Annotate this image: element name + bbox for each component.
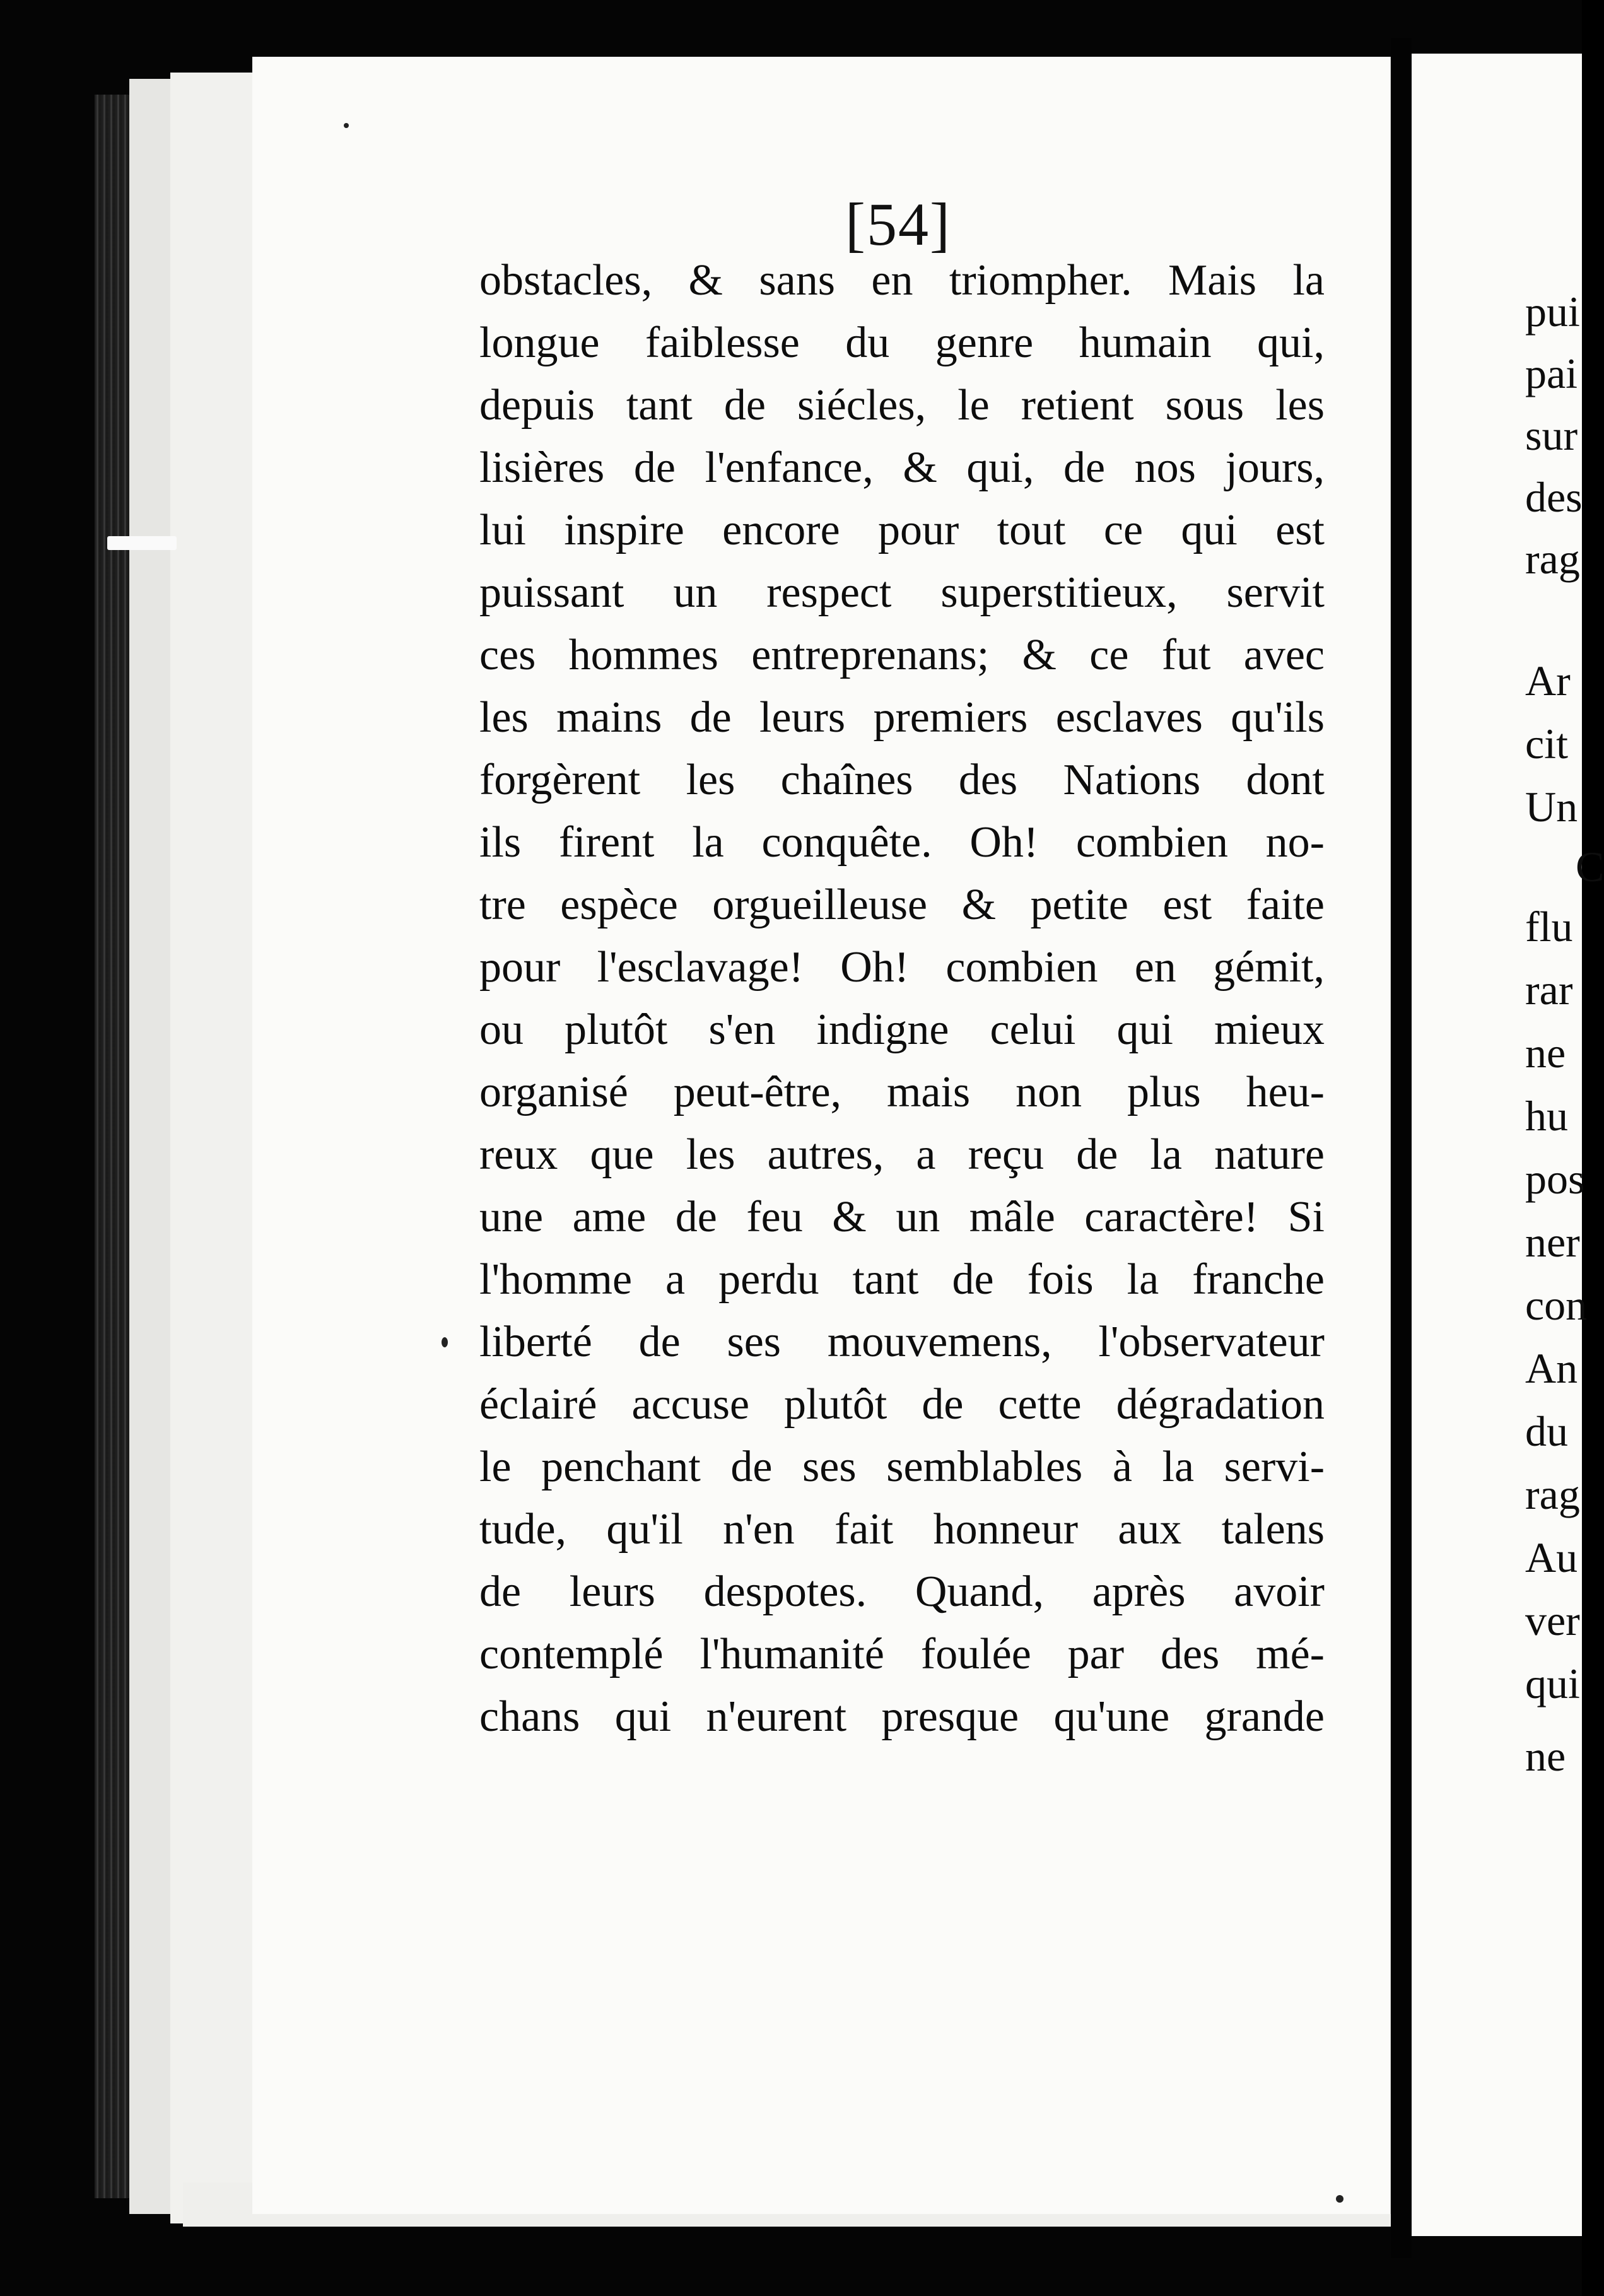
facing-fragment: sur <box>1525 411 1578 459</box>
facing-fragment: pai <box>1525 349 1578 397</box>
text-line: ces hommes entreprenans; & ce fut avec <box>479 631 1325 679</box>
text-line: les mains de leurs premiers esclaves qu'ils <box>479 693 1325 742</box>
gutter-shadow <box>1391 38 1412 2258</box>
facing-fragment: cit <box>1525 720 1568 768</box>
text-line: depuis tant de siécles, le retient sous les <box>479 381 1325 430</box>
text-line: ou plutôt s'en indigne celui qui mieux <box>479 1005 1325 1054</box>
text-line: de leurs despotes. Quand, après avoir <box>479 1567 1325 1616</box>
page-number: [54] <box>845 190 951 258</box>
text-line: obstacles, & sans en triompher. Mais la <box>479 256 1325 305</box>
facing-fragment: du <box>1525 1407 1568 1455</box>
text-line: chans qui n'eurent presque qu'une grande <box>479 1692 1325 1741</box>
facing-fragment: Au <box>1525 1533 1578 1581</box>
text-line: le penchant de ses semblables à la servi- <box>479 1443 1325 1491</box>
facing-fragment: rag <box>1525 1470 1580 1518</box>
facing-fragment: An <box>1525 1344 1578 1392</box>
facing-fragment: qui <box>1525 1660 1580 1707</box>
text-line: reux que les autres, a reçu de la nature <box>479 1130 1325 1179</box>
text-line: l'homme a perdu tant de fois la franche <box>479 1255 1325 1304</box>
text-line: organisé peut-être, mais non plus heu- <box>479 1068 1325 1116</box>
text-line: tre espèce orgueilleuse & petite est faite <box>479 881 1325 929</box>
text-line: pour l'esclavage! Oh! combien en gémit, <box>479 943 1325 992</box>
text-line: contemplé l'humanité foulée par des mé- <box>479 1630 1325 1678</box>
text-line: longue faiblesse du genre humain qui, <box>479 319 1325 367</box>
text-line: une ame de feu & un mâle caractère! Si <box>479 1193 1325 1241</box>
text-line: tude, qu'il n'en fait honneur aux talens <box>479 1505 1325 1554</box>
facing-fragment: C <box>1576 843 1604 891</box>
text-line: liberté de ses mouvemens, l'observateur <box>479 1318 1325 1366</box>
text-line: lui inspire encore pour tout ce qui est <box>479 506 1325 554</box>
text-line: éclairé accuse plutôt de cette dégradation <box>479 1380 1325 1429</box>
text-line: ils firent la conquête. Oh! combien no- <box>479 818 1325 867</box>
facing-fragment: des <box>1525 473 1583 521</box>
facing-fragment: pos <box>1525 1155 1585 1203</box>
facing-fragment: Ar <box>1525 657 1571 705</box>
facing-fragment: con <box>1525 1281 1588 1329</box>
facing-fragment: hu <box>1525 1092 1568 1140</box>
text-line: puissant un respect superstitieux, servit <box>479 568 1325 617</box>
text-line: lisières de l'enfance, & qui, de nos jours, <box>479 443 1325 492</box>
facing-fragment: Un <box>1525 783 1578 831</box>
facing-fragment: ver <box>1525 1596 1580 1644</box>
page-edge-tab <box>107 536 177 550</box>
text-line: forgèrent les chaînes des Nations dont <box>479 756 1325 804</box>
facing-fragment: ne <box>1525 1029 1566 1077</box>
facing-fragment: ne <box>1525 1732 1566 1780</box>
facing-fragment: pui <box>1525 288 1580 336</box>
page-body-text <box>479 249 1325 1748</box>
ink-speck <box>344 123 349 128</box>
facing-fragment: rag <box>1525 535 1580 583</box>
page-edge <box>170 73 259 2223</box>
facing-fragment: ner <box>1525 1218 1580 1266</box>
facing-fragment: flu <box>1525 903 1573 951</box>
facing-fragment: rar <box>1525 966 1573 1014</box>
ink-speck <box>442 1337 448 1347</box>
ink-speck <box>1336 2195 1343 2203</box>
